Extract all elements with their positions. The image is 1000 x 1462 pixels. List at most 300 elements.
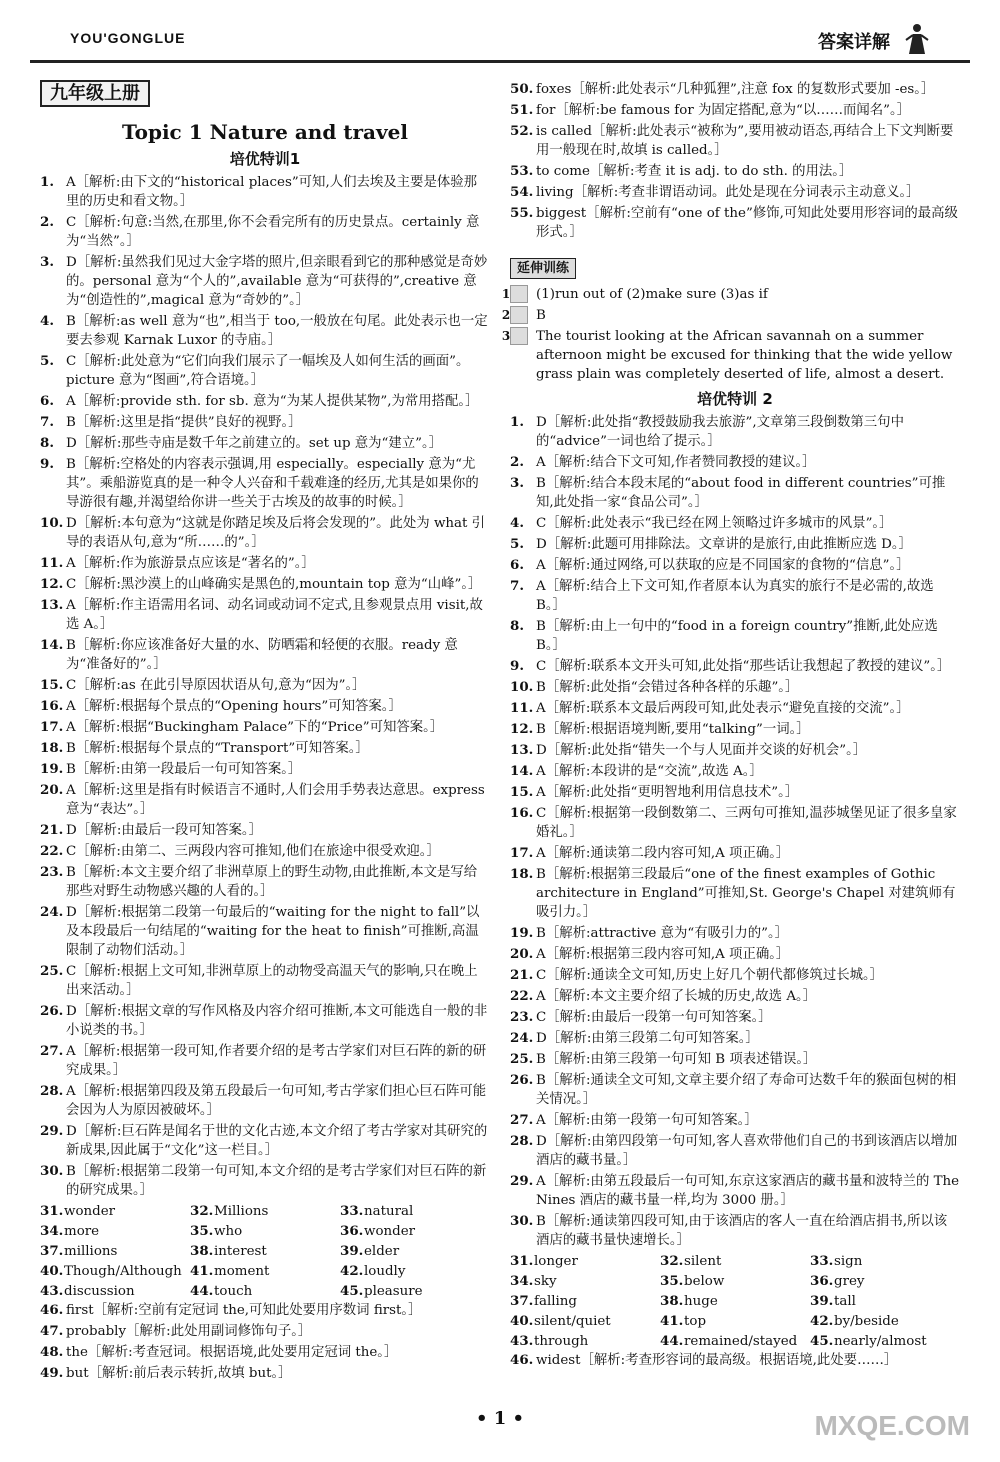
grid-answer — [660, 1252, 810, 1271]
answer-number: 31. — [510, 1253, 534, 1269]
answer-text: B［解析:由上一句中的“food in a foreign country”推断,此处应选 B。］ — [536, 619, 938, 653]
answer-text: below — [684, 1274, 725, 1289]
answer-item — [40, 697, 490, 716]
answer-number: 8. — [510, 618, 524, 634]
answer-text: D［解析:此处指“错失一个与人见面并交谈的好机会”。］ — [536, 743, 867, 758]
answer-number: 37. — [40, 1243, 64, 1259]
answer-number: 30. — [510, 1213, 534, 1229]
extension-number: 2 — [510, 306, 528, 324]
answer-item — [510, 453, 960, 472]
answer-text: living［解析:考查非谓语动词。此处是现在分词表示主动意义。］ — [536, 185, 920, 200]
answer-number: 25. — [510, 1051, 534, 1067]
answer-item — [40, 253, 490, 310]
answer-text: D［解析:根据第二段第一句最后的“waiting for the night to fall”以及本段最后一句结尾的“waiting for the heat to finish”可推断,高温限制了动物们活动。］ — [66, 905, 480, 958]
answer-number: 32. — [660, 1253, 684, 1269]
answer-text: B［解析:由第三段第一句可知 B 项表述错误。］ — [536, 1052, 817, 1067]
answer-text: A［解析:此处指“更明智地利用信息技术”。］ — [536, 785, 799, 800]
answer-item — [510, 966, 960, 985]
answer-text: B［解析:这里是指“提供”良好的视野。］ — [66, 415, 302, 430]
answer-text: A［解析:联系本文最后两段可知,此处表示“避免直接的交流”。］ — [536, 701, 910, 716]
answer-number: 18. — [40, 740, 64, 756]
answer-number: 37. — [510, 1293, 534, 1309]
answer-item — [510, 556, 960, 575]
answer-text: discussion — [64, 1284, 135, 1299]
answer-text: B［解析:空格处的内容表示强调,用 especially。especially 意为“尤其”。乘船游览真的是一种令人兴奋和千载难逢的经历,尤其是如果你的导游很有趣,并渴望给你讲一些关于古埃及的故事的时候。］ — [66, 457, 479, 510]
answer-number: 30. — [40, 1163, 64, 1179]
answer-text: C［解析:根据第一段倒数第二、三两句可推知,温莎城堡见证了很多皇家婚礼。］ — [536, 806, 957, 840]
answer-number: 12. — [510, 721, 534, 737]
answer-text: B［解析:通读全文可知,文章主要介绍了寿命可达数千年的猴面包树的相关情况。］ — [536, 1073, 957, 1107]
answer-text: D［解析:本句意为“这就是你踏足埃及后将会发现的”。此处为 what 引导的表语从句,意为“所……的”。］ — [66, 516, 486, 550]
answer-text: more — [64, 1224, 100, 1239]
answer-item — [510, 101, 960, 120]
answer-text: remained/stayed — [684, 1334, 798, 1349]
answer-number: 9. — [510, 658, 524, 674]
answer-number: 15. — [40, 677, 64, 693]
answer-text: A［解析:由下文的“historical places”可知,人们去埃及主要是体验那里的历史和看文物。］ — [66, 175, 478, 209]
answer-text: B［解析:根据第三段最后“one of the finest examples of Gothic architecture in England”可推知,St. George's Chapel 对建筑师有吸引力。］ — [536, 867, 956, 920]
answer-item — [510, 1029, 960, 1048]
answer-item — [40, 842, 490, 861]
answer-text: C［解析:通读全文可知,历史上好几个朝代都修筑过长城。］ — [536, 968, 884, 983]
answer-text: first［解析:空前有定冠词 the,可知此处要用序数词 first。］ — [66, 1303, 422, 1318]
answer-text: but［解析:前后表示转折,故填 but。］ — [66, 1366, 292, 1381]
answer-number: 54. — [510, 184, 534, 200]
answer-number: 32. — [190, 1203, 214, 1219]
answer-list-2 — [510, 413, 960, 1250]
answer-item — [510, 987, 960, 1006]
answer-item — [510, 1071, 960, 1109]
extension-number: 1 — [510, 285, 528, 303]
answer-text: Though/Although — [64, 1264, 182, 1279]
answer-number: 2. — [40, 214, 54, 230]
answer-number: 51. — [510, 102, 534, 118]
grid-answer — [40, 1242, 190, 1261]
right-column — [501, 80, 960, 1372]
answer-item — [40, 173, 490, 211]
answer-number: 39. — [340, 1243, 364, 1259]
answer-text: B［解析:根据语境判断,要用“talking”一词。］ — [536, 722, 810, 737]
answer-text: A［解析:由第五段最后一句可知,东京这家酒店的藏书量和波特兰的 The Nines 酒店的藏书量一样,均为 3000 册。］ — [536, 1174, 960, 1208]
answer-item — [40, 1122, 490, 1160]
extension-title: 延伸训练 — [510, 258, 576, 279]
answer-item — [510, 162, 960, 181]
answer-item — [510, 122, 960, 160]
answer-number: 19. — [40, 761, 64, 777]
answer-item — [40, 392, 490, 411]
answer-item — [40, 1002, 490, 1040]
answer-number: 48. — [40, 1344, 64, 1360]
answer-text: foxes［解析:此处表示“几种狐狸”,注意 fox 的复数形式要加 -es。］ — [536, 82, 935, 97]
answer-item — [40, 1162, 490, 1200]
answer-number: 15. — [510, 784, 534, 800]
answer-text: B［解析:你应该准备好大量的水、防晒霜和轻便的衣服。ready 意为“准备好的”。］ — [66, 638, 458, 672]
answer-number: 45. — [810, 1333, 834, 1349]
answer-text: C［解析:句意:当然,在那里,你不会看完所有的历史景点。certainly 意为“当然”。］ — [66, 215, 480, 249]
answer-number: 22. — [40, 843, 64, 859]
grid-answer — [510, 1292, 660, 1311]
answer-number: 10. — [510, 679, 534, 695]
answer-text: A［解析:作主语需用名词、动名词或动词不定式,且参观景点用 visit,故选 A。］ — [66, 598, 483, 632]
answer-text: top — [684, 1314, 707, 1329]
grid-answer — [340, 1242, 490, 1261]
answer-number: 45. — [340, 1283, 364, 1299]
answer-text: C［解析:联系本文开头可知,此处指“那些话让我想起了教授的建议”。］ — [536, 659, 951, 674]
answer-number: 40. — [510, 1313, 534, 1329]
answer-text: biggest［解析:空前有“one of the”修饰,可知此处要用形容词的最高级形式。］ — [536, 206, 958, 240]
extension-text: (1)run out of (2)make sure (3)as if — [536, 287, 768, 302]
answer-item — [510, 1212, 960, 1250]
answer-item — [40, 1364, 490, 1383]
answer-number: 7. — [40, 414, 54, 430]
answer-text: falling — [534, 1294, 577, 1309]
answer-number: 16. — [40, 698, 64, 714]
answer-number: 43. — [510, 1333, 534, 1349]
answer-item — [40, 1343, 490, 1362]
answer-number: 17. — [510, 845, 534, 861]
answer-item — [510, 577, 960, 615]
answer-number: 33. — [810, 1253, 834, 1269]
answer-number: 29. — [40, 1123, 64, 1139]
answer-number: 42. — [340, 1263, 364, 1279]
answer-number: 10. — [40, 515, 64, 531]
answer-number: 4. — [510, 515, 524, 531]
answer-number: 23. — [40, 864, 64, 880]
answer-item — [40, 434, 490, 453]
answer-number: 27. — [40, 1043, 64, 1059]
answer-number: 8. — [40, 435, 54, 451]
answer-text: C［解析:由最后一段第一句可知答案。］ — [536, 1010, 772, 1025]
answer-item — [510, 804, 960, 842]
answer-number: 23. — [510, 1009, 534, 1025]
answer-text: B［解析:此处指“会错过各种各样的乐趣”。］ — [536, 680, 799, 695]
answer-text: A［解析:作为旅游景点应该是“著名的”。］ — [66, 556, 315, 571]
answer-number: 18. — [510, 866, 534, 882]
grid-answer — [660, 1332, 810, 1351]
answer-text: millions — [64, 1244, 118, 1259]
answer-text: B［解析:attractive 意为“有吸引力的”。］ — [536, 926, 789, 941]
answer-number: 2. — [510, 454, 524, 470]
answer-text: probably［解析:此处用副词修饰句子。］ — [66, 1324, 312, 1339]
answer-text: B［解析:由第一段最后一句可知答案。］ — [66, 762, 302, 777]
answer-grid-1 — [40, 1202, 490, 1301]
answer-number: 1. — [40, 174, 54, 190]
answer-number: 53. — [510, 163, 534, 179]
answer-text: elder — [364, 1244, 400, 1259]
answer-text: A［解析:根据第一段可知,作者要介绍的是考古学家们对巨石阵的新的研究成果。］ — [66, 1044, 487, 1078]
grid-answer — [510, 1312, 660, 1331]
answer-item — [510, 535, 960, 554]
answer-item — [40, 312, 490, 350]
answer-number: 50. — [510, 81, 534, 97]
grid-answer — [340, 1262, 490, 1281]
answer-item — [40, 1042, 490, 1080]
answer-number: 13. — [40, 597, 64, 613]
answer-number: 55. — [510, 205, 534, 221]
answer-number: 26. — [510, 1072, 534, 1088]
answer-text: C［解析:黑沙漠上的山峰确实是黑色的,mountain top 意为“山峰”。］ — [66, 577, 482, 592]
answer-item — [40, 213, 490, 251]
answer-item — [510, 945, 960, 964]
grid-answer — [810, 1292, 960, 1311]
grid-answer — [660, 1292, 810, 1311]
grid-answer — [510, 1332, 660, 1351]
answer-text: C［解析:as 在此引导原因状语从句,意为“因为”。］ — [66, 678, 366, 693]
answer-text: A［解析:本文主要介绍了长城的历史,故选 A。］ — [536, 989, 817, 1004]
answer-item — [40, 962, 490, 1000]
answer-item — [510, 1008, 960, 1027]
answer-item — [510, 762, 960, 781]
answer-item — [40, 718, 490, 737]
answer-item — [510, 1132, 960, 1170]
extension-text: B — [536, 308, 546, 323]
answer-text: longer — [534, 1254, 578, 1269]
answer-text: to come［解析:考查 it is adj. to do sth. 的用法。］ — [536, 164, 853, 179]
extension-item — [501, 327, 960, 384]
answer-text: A［解析:结合上下文可知,作者原本认为真实的旅行不是必需的,故选 B。］ — [536, 579, 934, 613]
answer-text: silent — [684, 1254, 722, 1269]
answer-text: is called［解析:此处表示“被称为”,要用被动语态,再结合上下文判断要用一般现在时,故填 is called。］ — [536, 124, 954, 158]
answer-item — [510, 80, 960, 99]
answer-item — [40, 1301, 490, 1320]
answer-text: wonder — [64, 1204, 116, 1219]
answer-item — [510, 204, 960, 242]
answer-number: 36. — [340, 1223, 364, 1239]
grid-answer — [190, 1282, 340, 1301]
answer-item — [510, 617, 960, 655]
left-column — [40, 80, 490, 1385]
answer-number: 20. — [40, 782, 64, 798]
answer-number: 21. — [510, 967, 534, 983]
grid-answer — [660, 1312, 810, 1331]
answer-item — [510, 678, 960, 697]
grid-answer — [190, 1202, 340, 1221]
answer-number: 41. — [190, 1263, 214, 1279]
answer-item — [40, 636, 490, 674]
answer-text: B［解析:通读第四段可知,由于该酒店的客人一直在给酒店捐书,所以该酒店的藏书量快速增长。］ — [536, 1214, 948, 1248]
answer-text: interest — [214, 1244, 267, 1259]
practice-title-1: 培优特训1 — [229, 150, 301, 168]
grid-answer — [190, 1222, 340, 1241]
answer-item — [40, 760, 490, 779]
answer-number: 3. — [40, 254, 54, 270]
answer-number: 1. — [510, 414, 524, 430]
answer-number: 20. — [510, 946, 534, 962]
answer-item — [40, 676, 490, 695]
answer-item: 46. widest［解析:考查形容词的最高级。根据语境,此处要……］ — [510, 1352, 898, 1368]
answer-text: D［解析:由第三段第二句可知答案。］ — [536, 1031, 759, 1046]
answer-text: huge — [684, 1294, 718, 1309]
answer-item — [510, 699, 960, 718]
answer-number: 16. — [510, 805, 534, 821]
answer-number: 9. — [40, 456, 54, 472]
answer-number: 26. — [40, 1003, 64, 1019]
extension-list — [501, 285, 960, 384]
answer-text: A［解析:通读第二段内容可知,A 项正确。］ — [536, 846, 790, 861]
answer-text: Millions — [214, 1204, 269, 1219]
answer-number: 3. — [510, 475, 524, 491]
grid-answer — [810, 1252, 960, 1271]
answer-item — [40, 352, 490, 390]
answer-item — [510, 720, 960, 739]
answer-text: by/beside — [834, 1314, 899, 1329]
grid-answer — [40, 1282, 190, 1301]
answer-item — [510, 474, 960, 512]
grid-answer — [510, 1252, 660, 1271]
answer-number: 5. — [40, 353, 54, 369]
answer-number: 35. — [190, 1223, 214, 1239]
extension-item — [501, 285, 960, 304]
answer-text: the［解析:考查冠词。根据语境,此处要用定冠词 the。］ — [66, 1345, 398, 1360]
answer-number: 21. — [40, 822, 64, 838]
answer-item — [40, 821, 490, 840]
answer-text: A［解析:provide sth. for sb. 意为“为某人提供某物”,为常用搭配。］ — [66, 394, 479, 409]
answer-text: B［解析:根据每个景点的“Transport”可知答案。］ — [66, 741, 369, 756]
answer-text: A［解析:这里是指有时候语言不通时,人们会用手势表达意思。express 意为“表达”。］ — [66, 783, 485, 817]
answer-list-1c — [510, 80, 960, 242]
answer-number: 28. — [40, 1083, 64, 1099]
answer-text: D［解析:那些寺庙是数千年之前建立的。set up 意为“建立”。］ — [66, 436, 443, 451]
answer-number: 11. — [510, 700, 534, 716]
answer-text: for［解析:be famous for 为固定搭配,意为“以……而闻名”。］ — [536, 103, 911, 118]
answer-text: sky — [534, 1274, 557, 1289]
answer-item — [510, 924, 960, 943]
answer-grid-2 — [510, 1252, 960, 1351]
answer-number: 41. — [660, 1313, 684, 1329]
answer-number: 6. — [510, 557, 524, 573]
grid-answer — [660, 1272, 810, 1291]
answer-number: 24. — [40, 904, 64, 920]
answer-item — [40, 1322, 490, 1341]
answer-text: A［解析:根据“Buckingham Palace”下的“Price”可知答案。］ — [66, 720, 444, 735]
answer-item — [40, 575, 490, 594]
answer-item — [510, 865, 960, 922]
grid-answer — [190, 1242, 340, 1261]
answer-text: A［解析:根据每个景点的“Opening hours”可知答案。］ — [66, 699, 402, 714]
answer-text: B［解析:结合本段末尾的“about food in different countries”可推知,此处指一家“食品公司”。］ — [536, 476, 946, 510]
answer-text: nearly/almost — [834, 1334, 927, 1349]
answer-number: 7. — [510, 578, 524, 594]
answer-text: wonder — [364, 1224, 416, 1239]
person-logo-icon — [904, 22, 930, 56]
answer-text: D［解析:此题可用排除法。文章讲的是旅行,由此推断应选 D。］ — [536, 537, 912, 552]
grid-answer — [340, 1222, 490, 1241]
answer-text: A［解析:根据第四段及第五段最后一句可知,考古学家们担心巨石阵可能会因为人为原因被破坏。］ — [66, 1084, 487, 1118]
answer-item — [510, 413, 960, 451]
page-number: • 1 • — [475, 1408, 525, 1429]
answer-number: 52. — [510, 123, 534, 139]
answer-text: D［解析:虽然我们见过大金字塔的照片,但亲眼看到它的那种感觉是奇妙的。personal 意为“个人的”,available 意为“可获得的”,creative 意为“创造性的”,magical 意为“奇妙的”。］ — [66, 255, 488, 308]
answer-item — [40, 781, 490, 819]
answer-number: 6. — [40, 393, 54, 409]
answer-number: 28. — [510, 1133, 534, 1149]
answer-text: D［解析:由第四段第一句可知,客人喜欢带他们自己的书到该酒店以增加酒店的藏书量。］ — [536, 1134, 958, 1168]
answer-number: 38. — [660, 1293, 684, 1309]
answer-number: 44. — [660, 1333, 684, 1349]
answer-text: C［解析:此处意为“它们向我们展示了一幅埃及人如何生活的画面”。picture 意为“图画”,符合语境。］ — [66, 354, 470, 388]
answer-number: 27. — [510, 1112, 534, 1128]
answer-item — [510, 1050, 960, 1069]
answer-number: 34. — [40, 1223, 64, 1239]
answer-text: A［解析:本段讲的是“交流”,故选 A。］ — [536, 764, 763, 779]
answer-item — [510, 741, 960, 760]
answer-text: D［解析:巨石阵是闻名于世的文化古迹,本文介绍了考古学家对其研究的新成果,因此属于“文化”这一栏目。］ — [66, 1124, 488, 1158]
answer-item — [510, 1172, 960, 1210]
answer-item — [510, 657, 960, 676]
answer-number: 14. — [40, 637, 64, 653]
answer-item — [40, 1082, 490, 1120]
answer-number: 33. — [340, 1203, 364, 1219]
answer-number: 36. — [810, 1273, 834, 1289]
answer-text: D［解析:此处指“教授鼓励我去旅游”,文章第三段倒数第三句中的“advice”一词也给了提示。］ — [536, 415, 904, 449]
answer-text: C［解析:由第二、三两段内容可推知,他们在旅途中很受欢迎。］ — [66, 844, 440, 859]
answer-number: 29. — [510, 1173, 534, 1189]
answer-text: C［解析:根据上文可知,非洲草原上的动物受高温天气的影响,只在晚上出来活动。］ — [66, 964, 478, 998]
answer-text: A［解析:由第一段第一句可知答案。］ — [536, 1113, 758, 1128]
answer-number: 4. — [40, 313, 54, 329]
answer-number: 34. — [510, 1273, 534, 1289]
grade-label: 九年级上册 — [40, 80, 150, 107]
grid-answer — [810, 1312, 960, 1331]
answer-list-1b — [40, 1301, 490, 1383]
answer-number: 39. — [810, 1293, 834, 1309]
answer-text: loudly — [364, 1264, 406, 1279]
answer-text: silent/quiet — [534, 1314, 611, 1329]
answer-text: D［解析:由最后一段可知答案。］ — [66, 823, 263, 838]
grid-answer — [810, 1332, 960, 1351]
answer-number: 38. — [190, 1243, 214, 1259]
answer-item — [510, 183, 960, 202]
answer-number: 43. — [40, 1283, 64, 1299]
answer-number: 42. — [810, 1313, 834, 1329]
brand-label: YOU'GONGLUE — [70, 30, 186, 46]
answer-text: A［解析:结合下文可知,作者赞同教授的建议。］ — [536, 455, 816, 470]
answer-item — [510, 1111, 960, 1130]
answer-item — [40, 413, 490, 432]
grid-answer — [40, 1262, 190, 1281]
grid-answer — [810, 1272, 960, 1291]
answer-number: 46. — [40, 1302, 64, 1318]
answer-number: 24. — [510, 1030, 534, 1046]
answer-text: B［解析:根据第二段第一句可知,本文介绍的是考古学家们对巨石阵的新的研究成果。］ — [66, 1164, 487, 1198]
answer-number: 49. — [40, 1365, 64, 1381]
extension-item — [501, 306, 960, 325]
answer-text: C［解析:此处表示“我已经在网上领略过许多城市的风景”。］ — [536, 516, 893, 531]
answer-text: pleasure — [364, 1284, 423, 1299]
answer-number: 35. — [660, 1273, 684, 1289]
answer-number: 47. — [40, 1323, 64, 1339]
answer-text: touch — [214, 1284, 253, 1299]
answer-text: who — [214, 1224, 243, 1239]
answer-number: 17. — [40, 719, 64, 735]
answer-item — [510, 514, 960, 533]
answer-item — [40, 903, 490, 960]
answer-number: 13. — [510, 742, 534, 758]
grid-answer — [40, 1222, 190, 1241]
answer-text: grey — [834, 1274, 865, 1289]
answer-item — [40, 455, 490, 512]
answer-number: 5. — [510, 536, 524, 552]
answer-item — [40, 863, 490, 901]
answer-text: moment — [214, 1264, 270, 1279]
answer-item — [40, 739, 490, 758]
grid-answer — [340, 1282, 490, 1301]
answer-number: 25. — [40, 963, 64, 979]
answer-number: 14. — [510, 763, 534, 779]
answer-number: 19. — [510, 925, 534, 941]
watermark: MXQE.COM — [814, 1410, 970, 1441]
answer-item — [40, 596, 490, 634]
